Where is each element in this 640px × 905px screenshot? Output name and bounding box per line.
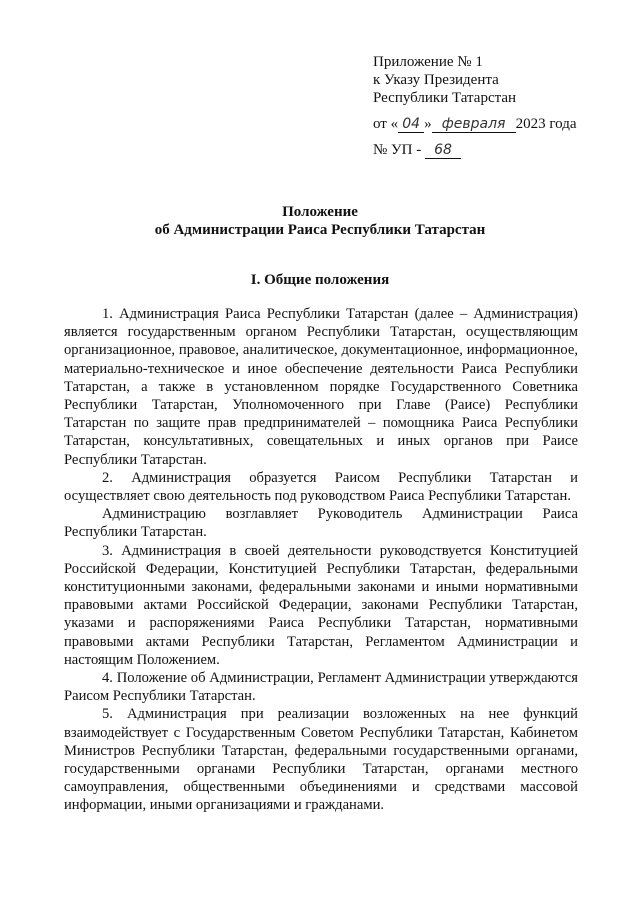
date-suffix: 2023 года bbox=[515, 116, 577, 132]
document-body bbox=[64, 305, 578, 815]
document-title: Положение bbox=[282, 204, 358, 220]
paragraph-6: 5. Администрация при реализации возложенных на нее функций взаимодействует с Государственным Советом Республики Татарстан, Кабинетом Министров Республики Татарстан, федеральными государственными органами, государственными органами Республики Татарстан, органами местного самоуправления, общественными объединениями и средствами массовой информации, иными организациями и гражданами. bbox=[64, 706, 578, 814]
document-subtitle: об Администрации Раиса Республики Татарстан bbox=[154, 222, 486, 238]
appendix-line-1: Приложение № 1 bbox=[373, 54, 483, 70]
section-heading: I. Общие положения bbox=[250, 272, 390, 288]
date-month: февраля bbox=[432, 117, 516, 133]
appendix-line-3: Республики Татарстан bbox=[373, 90, 517, 106]
decree-date bbox=[373, 116, 577, 133]
appendix-line-2: к Указу Президента bbox=[373, 72, 499, 88]
date-day: 04 bbox=[398, 117, 424, 133]
paragraph-3: Администрацию возглавляет Руководитель Администрации Раиса Республики Татарстан. bbox=[64, 506, 578, 541]
decree-number bbox=[373, 142, 461, 159]
number-prefix: № УП - bbox=[373, 142, 422, 158]
date-prefix: от « bbox=[373, 116, 399, 132]
appendix-header bbox=[373, 53, 516, 107]
paragraph-4: 3. Администрация в своей деятельности руководствуется Конституцией Российской Федерации, Конституцией Республики Татарстан, федеральными конституционными законами, федеральными законами и иными нормативными правовыми актами Российской Федерации, законами Республики Татарстан, указами и распоряжениями Раиса Республики Татарстан, нормативными правовыми актами Республики Татарстан, Регламентом Администрации и настоящим Положением. bbox=[64, 542, 578, 668]
paragraph-2: 2. Администрация образуется Раисом Республики Татарстан и осуществляет свою деятельность под руководством Раиса Республики Татарстан. bbox=[64, 469, 578, 505]
paragraph-1: 1. Администрация Раиса Республики Татарстан (далее – Администрация) является государственным органом Республики Татарстан, осуществляющим организационное, правовое, аналитическое, документационное, информационное, материально-техническое и иное обеспечение деятельности Раиса Республики Татарстан, а также в установленном порядке Государственного Советника Республики Татарстан, Уполномоченного при Главе (Раисе) Республики Татарстан по защите прав предпринимателей – помощника Раиса Республики Татарстан, консультативных, совещательных и иных органов при Раисе Республики Татарстан. bbox=[64, 306, 578, 468]
number-value: 68 bbox=[425, 143, 461, 159]
paragraph-5: 4. Положение об Администрации, Регламент Администрации утверждаются Раисом Республики Татарстан. bbox=[64, 670, 578, 705]
date-mid: » bbox=[424, 116, 432, 132]
